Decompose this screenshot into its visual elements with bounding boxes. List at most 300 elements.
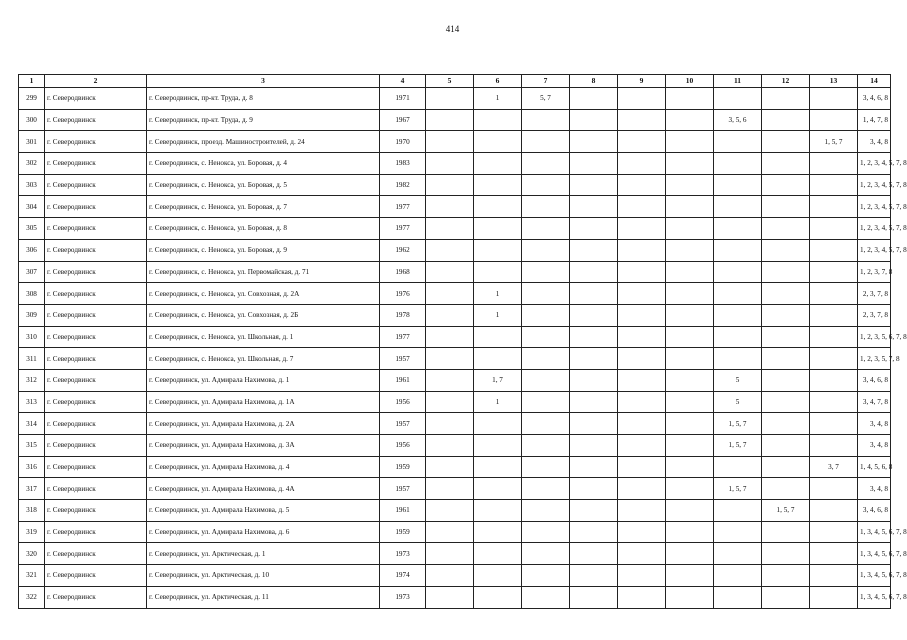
col11-cell <box>714 239 762 261</box>
city-cell: г. Северодвинск <box>45 239 147 261</box>
col8-cell <box>570 586 618 608</box>
col13-cell <box>810 304 858 326</box>
col11-cell <box>714 500 762 522</box>
col8-cell <box>570 369 618 391</box>
col14-cell: 1, 2, 3, 4, 5, 7, 8 <box>858 239 891 261</box>
col11-cell: 5 <box>714 369 762 391</box>
address-cell: г. Северодвинск, с. Ненокса, ул. Школьная, д. 7 <box>147 348 380 370</box>
col14-cell: 3, 4, 7, 8 <box>858 391 891 413</box>
column-header-10: 10 <box>666 75 714 88</box>
col9-cell <box>618 391 666 413</box>
col14-cell: 1, 2, 3, 5, 6, 7, 8 <box>858 326 891 348</box>
col14-cell: 2, 3, 7, 8 <box>858 283 891 305</box>
column-header-8: 8 <box>570 75 618 88</box>
table-row <box>19 153 891 175</box>
table-row <box>19 478 891 500</box>
col6-cell <box>474 543 522 565</box>
col7-cell: 5, 7 <box>522 88 570 110</box>
col7-cell <box>522 239 570 261</box>
col8-cell <box>570 196 618 218</box>
col12-cell <box>762 348 810 370</box>
col10-cell <box>666 565 714 587</box>
col11-cell <box>714 304 762 326</box>
col9-cell <box>618 109 666 131</box>
col10-cell <box>666 478 714 500</box>
year-cell: 1962 <box>380 239 426 261</box>
city-cell: г. Северодвинск <box>45 348 147 370</box>
col12-cell <box>762 261 810 283</box>
address-cell: г. Северодвинск, с. Ненокса, ул. Совхозная, д. 2Б <box>147 304 380 326</box>
col9-cell <box>618 565 666 587</box>
col5-cell <box>426 543 474 565</box>
year-cell: 1970 <box>380 131 426 153</box>
col9-cell <box>618 369 666 391</box>
col5-cell <box>426 348 474 370</box>
col11-cell <box>714 586 762 608</box>
row-number: 304 <box>19 196 45 218</box>
row-number: 322 <box>19 586 45 608</box>
col9-cell <box>618 153 666 175</box>
row-number: 305 <box>19 218 45 240</box>
city-cell: г. Северодвинск <box>45 304 147 326</box>
col6-cell: 1, 7 <box>474 369 522 391</box>
col5-cell <box>426 283 474 305</box>
col13-cell: 1, 5, 7 <box>810 131 858 153</box>
col11-cell <box>714 131 762 153</box>
col8-cell <box>570 326 618 348</box>
address-cell: г. Северодвинск, с. Ненокса, ул. Боровая, д. 5 <box>147 174 380 196</box>
city-cell: г. Северодвинск <box>45 456 147 478</box>
col12-cell <box>762 283 810 305</box>
col12-cell: 1, 5, 7 <box>762 500 810 522</box>
col13-cell: 3, 7 <box>810 456 858 478</box>
col6-cell <box>474 326 522 348</box>
col13-cell <box>810 435 858 457</box>
city-cell: г. Северодвинск <box>45 521 147 543</box>
col7-cell <box>522 521 570 543</box>
year-cell: 1978 <box>380 304 426 326</box>
col7-cell <box>522 326 570 348</box>
col9-cell <box>618 456 666 478</box>
col13-cell <box>810 369 858 391</box>
year-cell: 1977 <box>380 326 426 348</box>
col14-cell: 3, 4, 6, 8 <box>858 88 891 110</box>
header-row <box>19 75 891 88</box>
col5-cell <box>426 153 474 175</box>
col7-cell <box>522 304 570 326</box>
city-cell: г. Северодвинск <box>45 478 147 500</box>
col10-cell <box>666 239 714 261</box>
city-cell: г. Северодвинск <box>45 196 147 218</box>
address-cell: г. Северодвинск, ул. Адмирала Нахимова, д. 4А <box>147 478 380 500</box>
col6-cell <box>474 218 522 240</box>
table-row <box>19 304 891 326</box>
column-header-6: 6 <box>474 75 522 88</box>
row-number: 310 <box>19 326 45 348</box>
col10-cell <box>666 153 714 175</box>
col8-cell <box>570 478 618 500</box>
table-row <box>19 326 891 348</box>
col6-cell: 1 <box>474 88 522 110</box>
col10-cell <box>666 131 714 153</box>
col5-cell <box>426 456 474 478</box>
column-header-11: 11 <box>714 75 762 88</box>
col14-cell: 2, 3, 7, 8 <box>858 304 891 326</box>
year-cell: 1961 <box>380 369 426 391</box>
col8-cell <box>570 391 618 413</box>
col13-cell <box>810 326 858 348</box>
row-number: 301 <box>19 131 45 153</box>
address-cell: г. Северодвинск, ул. Адмирала Нахимова, д. 5 <box>147 500 380 522</box>
col11-cell: 1, 5, 7 <box>714 478 762 500</box>
col6-cell <box>474 413 522 435</box>
col14-cell: 1, 2, 3, 4, 5, 7, 8 <box>858 174 891 196</box>
col10-cell <box>666 174 714 196</box>
column-header-5: 5 <box>426 75 474 88</box>
col7-cell <box>522 261 570 283</box>
col13-cell <box>810 565 858 587</box>
col11-cell <box>714 261 762 283</box>
col6-cell <box>474 131 522 153</box>
col14-cell: 3, 4, 6, 8 <box>858 500 891 522</box>
col13-cell <box>810 478 858 500</box>
col9-cell <box>618 88 666 110</box>
city-cell: г. Северодвинск <box>45 500 147 522</box>
row-number: 320 <box>19 543 45 565</box>
col7-cell <box>522 174 570 196</box>
col14-cell: 1, 4, 5, 6, 8 <box>858 456 891 478</box>
col7-cell <box>522 196 570 218</box>
col10-cell <box>666 500 714 522</box>
table-row <box>19 413 891 435</box>
col12-cell <box>762 391 810 413</box>
col8-cell <box>570 239 618 261</box>
column-header-4: 4 <box>380 75 426 88</box>
col10-cell <box>666 196 714 218</box>
row-number: 300 <box>19 109 45 131</box>
col7-cell <box>522 500 570 522</box>
col6-cell <box>474 586 522 608</box>
col5-cell <box>426 88 474 110</box>
column-header-14: 14 <box>858 75 891 88</box>
col7-cell <box>522 478 570 500</box>
address-cell: г. Северодвинск, с. Ненокса, ул. Совхозная, д. 2А <box>147 283 380 305</box>
col13-cell <box>810 586 858 608</box>
city-cell: г. Северодвинск <box>45 261 147 283</box>
col6-cell: 1 <box>474 391 522 413</box>
col14-cell: 3, 4, 8 <box>858 413 891 435</box>
page-number: 414 <box>445 24 460 34</box>
col12-cell <box>762 543 810 565</box>
city-cell: г. Северодвинск <box>45 326 147 348</box>
year-cell: 1956 <box>380 391 426 413</box>
col14-cell: 3, 4, 8 <box>858 131 891 153</box>
col7-cell <box>522 435 570 457</box>
table-row <box>19 239 891 261</box>
col13-cell <box>810 348 858 370</box>
year-cell: 1959 <box>380 456 426 478</box>
address-cell: г. Северодвинск, ул. Арктическая, д. 1 <box>147 543 380 565</box>
table-row <box>19 456 891 478</box>
col9-cell <box>618 586 666 608</box>
col13-cell <box>810 153 858 175</box>
city-cell: г. Северодвинск <box>45 131 147 153</box>
address-cell: г. Северодвинск, с. Ненокса, ул. Боровая, д. 4 <box>147 153 380 175</box>
col7-cell <box>522 413 570 435</box>
col12-cell <box>762 586 810 608</box>
year-cell: 1977 <box>380 218 426 240</box>
col7-cell <box>522 153 570 175</box>
row-number: 318 <box>19 500 45 522</box>
col8-cell <box>570 456 618 478</box>
row-number: 302 <box>19 153 45 175</box>
col14-cell: 3, 4, 6, 8 <box>858 369 891 391</box>
column-header-1: 1 <box>19 75 45 88</box>
row-number: 312 <box>19 369 45 391</box>
col14-cell: 1, 3, 4, 5, 6, 7, 8 <box>858 565 891 587</box>
col10-cell <box>666 304 714 326</box>
col10-cell <box>666 435 714 457</box>
address-cell: г. Северодвинск, ул. Адмирала Нахимова, д. 4 <box>147 456 380 478</box>
year-cell: 1973 <box>380 543 426 565</box>
col11-cell <box>714 283 762 305</box>
year-cell: 1982 <box>380 174 426 196</box>
col7-cell <box>522 131 570 153</box>
col5-cell <box>426 500 474 522</box>
column-header-2: 2 <box>45 75 147 88</box>
table-row <box>19 174 891 196</box>
city-cell: г. Северодвинск <box>45 586 147 608</box>
table-row <box>19 348 891 370</box>
col9-cell <box>618 478 666 500</box>
col12-cell <box>762 196 810 218</box>
col13-cell <box>810 196 858 218</box>
address-cell: г. Северодвинск, с. Ненокса, ул. Школьная, д. 1 <box>147 326 380 348</box>
city-cell: г. Северодвинск <box>45 218 147 240</box>
col5-cell <box>426 131 474 153</box>
col12-cell <box>762 239 810 261</box>
col10-cell <box>666 109 714 131</box>
row-number: 319 <box>19 521 45 543</box>
row-number: 308 <box>19 283 45 305</box>
city-cell: г. Северодвинск <box>45 413 147 435</box>
address-cell: г. Северодвинск, пр-кт. Труда, д. 8 <box>147 88 380 110</box>
col11-cell: 1, 5, 7 <box>714 413 762 435</box>
column-header-7: 7 <box>522 75 570 88</box>
table-row <box>19 196 891 218</box>
column-header-9: 9 <box>618 75 666 88</box>
col6-cell <box>474 196 522 218</box>
col6-cell <box>474 435 522 457</box>
col9-cell <box>618 543 666 565</box>
row-number: 313 <box>19 391 45 413</box>
address-cell: г. Северодвинск, ул. Арктическая, д. 10 <box>147 565 380 587</box>
col8-cell <box>570 543 618 565</box>
table-row <box>19 283 891 305</box>
col9-cell <box>618 326 666 348</box>
address-cell: г. Северодвинск, с. Ненокса, ул. Первомайская, д. 71 <box>147 261 380 283</box>
year-cell: 1976 <box>380 283 426 305</box>
col8-cell <box>570 174 618 196</box>
col13-cell <box>810 239 858 261</box>
col12-cell <box>762 478 810 500</box>
col12-cell <box>762 456 810 478</box>
col8-cell <box>570 88 618 110</box>
col7-cell <box>522 109 570 131</box>
address-cell: г. Северодвинск, ул. Арктическая, д. 11 <box>147 586 380 608</box>
table-row <box>19 435 891 457</box>
city-cell: г. Северодвинск <box>45 369 147 391</box>
table-row <box>19 543 891 565</box>
col12-cell <box>762 88 810 110</box>
row-number: 309 <box>19 304 45 326</box>
address-cell: г. Северодвинск, с. Ненокса, ул. Боровая, д. 8 <box>147 218 380 240</box>
col6-cell: 1 <box>474 283 522 305</box>
col5-cell <box>426 261 474 283</box>
city-cell: г. Северодвинск <box>45 153 147 175</box>
col6-cell <box>474 478 522 500</box>
col10-cell <box>666 88 714 110</box>
col6-cell <box>474 153 522 175</box>
col13-cell <box>810 500 858 522</box>
col9-cell <box>618 500 666 522</box>
col7-cell <box>522 391 570 413</box>
col9-cell <box>618 435 666 457</box>
table-row <box>19 586 891 608</box>
col13-cell <box>810 413 858 435</box>
col10-cell <box>666 326 714 348</box>
col7-cell <box>522 565 570 587</box>
col13-cell <box>810 521 858 543</box>
col9-cell <box>618 196 666 218</box>
col12-cell <box>762 435 810 457</box>
city-cell: г. Северодвинск <box>45 565 147 587</box>
col5-cell <box>426 391 474 413</box>
row-number: 307 <box>19 261 45 283</box>
col6-cell <box>474 521 522 543</box>
col12-cell <box>762 565 810 587</box>
address-cell: г. Северодвинск, с. Ненокса, ул. Боровая, д. 9 <box>147 239 380 261</box>
col5-cell <box>426 413 474 435</box>
col5-cell <box>426 218 474 240</box>
col8-cell <box>570 500 618 522</box>
col5-cell <box>426 521 474 543</box>
col14-cell: 1, 3, 4, 5, 6, 7, 8 <box>858 586 891 608</box>
col7-cell <box>522 218 570 240</box>
column-header-12: 12 <box>762 75 810 88</box>
year-cell: 1974 <box>380 565 426 587</box>
col9-cell <box>618 283 666 305</box>
col10-cell <box>666 261 714 283</box>
buildings-table <box>18 74 907 609</box>
col12-cell <box>762 109 810 131</box>
address-cell: г. Северодвинск, проезд. Машиностроителей, д. 24 <box>147 131 380 153</box>
year-cell: 1971 <box>380 88 426 110</box>
address-cell: г. Северодвинск, пр-кт. Труда, д. 9 <box>147 109 380 131</box>
col12-cell <box>762 413 810 435</box>
col10-cell <box>666 218 714 240</box>
col6-cell: 1 <box>474 304 522 326</box>
city-cell: г. Северодвинск <box>45 109 147 131</box>
col14-cell: 1, 3, 4, 5, 6, 7, 8 <box>858 521 891 543</box>
col11-cell <box>714 174 762 196</box>
col5-cell <box>426 326 474 348</box>
col9-cell <box>618 304 666 326</box>
table-row <box>19 109 891 131</box>
year-cell: 1957 <box>380 478 426 500</box>
col11-cell <box>714 348 762 370</box>
col7-cell <box>522 369 570 391</box>
col8-cell <box>570 131 618 153</box>
col6-cell <box>474 348 522 370</box>
col8-cell <box>570 521 618 543</box>
col12-cell <box>762 131 810 153</box>
col10-cell <box>666 369 714 391</box>
col12-cell <box>762 304 810 326</box>
row-number: 321 <box>19 565 45 587</box>
col7-cell <box>522 348 570 370</box>
table-row <box>19 88 891 110</box>
col5-cell <box>426 478 474 500</box>
col11-cell <box>714 153 762 175</box>
col13-cell <box>810 391 858 413</box>
col11-cell <box>714 88 762 110</box>
address-cell: г. Северодвинск, ул. Адмирала Нахимова, д. 1А <box>147 391 380 413</box>
address-cell: г. Северодвинск, с. Ненокса, ул. Боровая, д. 7 <box>147 196 380 218</box>
col9-cell <box>618 348 666 370</box>
col10-cell <box>666 456 714 478</box>
table-row <box>19 131 891 153</box>
col7-cell <box>522 543 570 565</box>
col5-cell <box>426 565 474 587</box>
col12-cell <box>762 369 810 391</box>
year-cell: 1977 <box>380 196 426 218</box>
col9-cell <box>618 218 666 240</box>
col6-cell <box>474 174 522 196</box>
col5-cell <box>426 304 474 326</box>
address-cell: г. Северодвинск, ул. Адмирала Нахимова, д. 6 <box>147 521 380 543</box>
col12-cell <box>762 174 810 196</box>
row-number: 306 <box>19 239 45 261</box>
table-row <box>19 500 891 522</box>
row-number: 314 <box>19 413 45 435</box>
col5-cell <box>426 435 474 457</box>
col10-cell <box>666 391 714 413</box>
col10-cell <box>666 283 714 305</box>
row-number: 311 <box>19 348 45 370</box>
year-cell: 1957 <box>380 348 426 370</box>
city-cell: г. Северодвинск <box>45 283 147 305</box>
year-cell: 1967 <box>380 109 426 131</box>
year-cell: 1983 <box>380 153 426 175</box>
col6-cell <box>474 456 522 478</box>
table-row <box>19 521 891 543</box>
col6-cell <box>474 565 522 587</box>
col13-cell <box>810 174 858 196</box>
column-header-3: 3 <box>147 75 380 88</box>
col10-cell <box>666 348 714 370</box>
col12-cell <box>762 218 810 240</box>
col8-cell <box>570 153 618 175</box>
year-cell: 1968 <box>380 261 426 283</box>
col8-cell <box>570 109 618 131</box>
col13-cell <box>810 283 858 305</box>
col14-cell: 1, 2, 3, 4, 5, 7, 8 <box>858 153 891 175</box>
col11-cell: 3, 5, 6 <box>714 109 762 131</box>
row-number: 299 <box>19 88 45 110</box>
col14-cell: 1, 3, 4, 5, 6, 7, 8 <box>858 543 891 565</box>
col12-cell <box>762 521 810 543</box>
